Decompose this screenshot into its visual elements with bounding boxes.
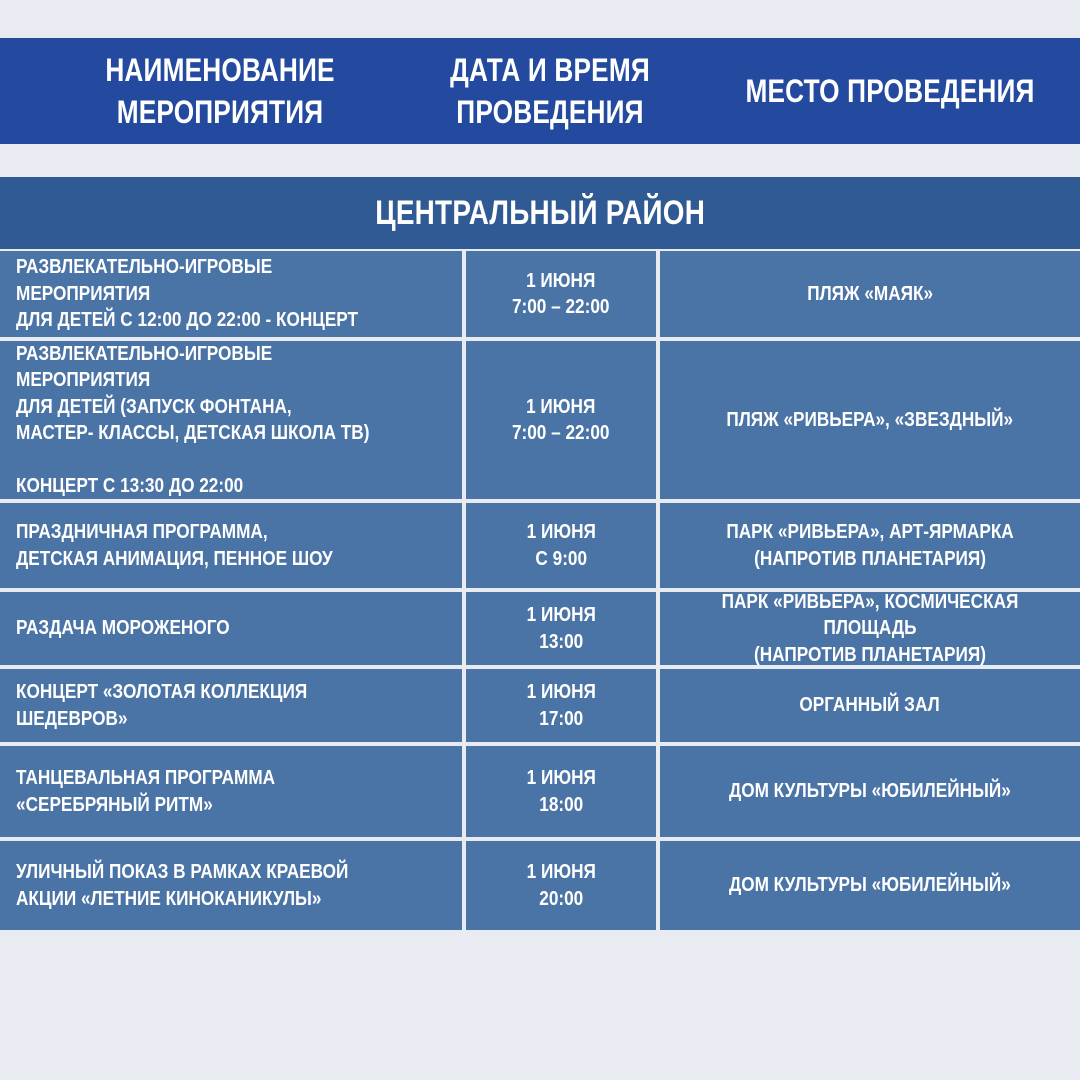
table-row (0, 746, 1080, 837)
event-name: РАЗВЛЕКАТЕЛЬНО-ИГРОВЫЕ МЕРОПРИЯТИЯ ДЛЯ ДЕТЕЙ (ЗАПУСК ФОНТАНА, МАСТЕР- КЛАССЫ, ДЕТСКАЯ ШКОЛА ТВ) КОНЦЕРТ С 13:30 ДО 22:00 (16, 342, 370, 497)
event-date: 1 ИЮНЯ 7:00 – 22:00 (512, 395, 610, 444)
table-row (0, 592, 1080, 665)
event-date: 1 ИЮНЯ 17:00 (526, 681, 596, 730)
event-name-cell (0, 669, 462, 742)
event-date-cell (466, 669, 656, 742)
event-name: РАЗДАЧА МОРОЖЕНОГО (16, 617, 230, 640)
header-date-time: ДАТА И ВРЕМЯ ПРОВЕДЕНИЯ (450, 51, 650, 130)
district-title (0, 177, 1080, 249)
event-place: ПЛЯЖ «РИВЬЕРА», «ЗВЕЗДНЫЙ» (726, 408, 1014, 431)
event-place-cell (660, 251, 1080, 337)
table-row (0, 669, 1080, 742)
event-name-cell (0, 592, 462, 665)
table-row (0, 251, 1080, 337)
event-date-cell (466, 746, 656, 837)
event-place: ОРГАННЫЙ ЗАЛ (799, 694, 941, 717)
event-date: 1 ИЮНЯ С 9:00 (526, 521, 596, 570)
table-row (0, 503, 1080, 588)
event-name: КОНЦЕРТ «ЗОЛОТАЯ КОЛЛЕКЦИЯ ШЕДЕВРОВ» (16, 681, 308, 730)
header-venue: МЕСТО ПРОВЕДЕНИЯ (745, 72, 1035, 109)
event-name: РАЗВЛЕКАТЕЛЬНО-ИГРОВЫЕ МЕРОПРИЯТИЯ ДЛЯ ДЕТЕЙ С 12:00 ДО 22:00 - КОНЦЕРТ (16, 256, 359, 332)
event-place-cell (660, 669, 1080, 742)
event-place: ПЛЯЖ «МАЯК» (807, 282, 933, 305)
event-name: ПРАЗДНИЧНАЯ ПРОГРАММА, ДЕТСКАЯ АНИМАЦИЯ, ПЕННОЕ ШОУ (16, 521, 333, 570)
event-place-cell (660, 341, 1080, 499)
district-title-text: ЦЕНТРАЛЬНЫЙ РАЙОН (375, 193, 705, 232)
event-date-cell (466, 503, 656, 588)
event-date: 1 ИЮНЯ 18:00 (526, 767, 596, 816)
event-date-cell (466, 251, 656, 337)
event-name: УЛИЧНЫЙ ПОКАЗ В РАМКАХ КРАЕВОЙ АКЦИИ «ЛЕТНИЕ КИНОКАНИКУЛЫ» (16, 861, 349, 910)
event-date: 1 ИЮНЯ 13:00 (526, 604, 596, 653)
event-date: 1 ИЮНЯ 20:00 (526, 861, 596, 910)
event-name-cell (0, 746, 462, 837)
event-place-cell (660, 746, 1080, 837)
event-name-cell (0, 341, 462, 499)
event-name-cell (0, 251, 462, 337)
event-date-cell (466, 841, 656, 930)
table-row (0, 341, 1080, 499)
event-place: ДОМ КУЛЬТУРЫ «ЮБИЛЕЙНЫЙ» (729, 780, 1011, 803)
header-event-name: НАИМЕНОВАНИЕ МЕРОПРИЯТИЯ (105, 51, 335, 130)
event-place: ПАРК «РИВЬЕРА», КОСМИЧЕСКАЯ ПЛОЩАДЬ (НАПРОТИВ ПЛАНЕТАРИЯ) (721, 590, 1019, 666)
event-date-cell (466, 341, 656, 499)
event-name-cell (0, 841, 462, 930)
table-header (0, 38, 1080, 144)
event-name-cell (0, 503, 462, 588)
event-name: ТАНЦЕВАЛЬНАЯ ПРОГРАММА «СЕРЕБРЯНЫЙ РИТМ» (16, 767, 276, 816)
table-row (0, 841, 1080, 930)
event-place-cell (660, 503, 1080, 588)
event-place-cell (660, 592, 1080, 665)
event-date: 1 ИЮНЯ 7:00 – 22:00 (512, 269, 610, 318)
event-date-cell (466, 592, 656, 665)
event-place: ПАРК «РИВЬЕРА», АРТ-ЯРМАРКА (НАПРОТИВ ПЛАНЕТАРИЯ) (726, 521, 1014, 570)
event-place-cell (660, 841, 1080, 930)
event-place: ДОМ КУЛЬТУРЫ «ЮБИЛЕЙНЫЙ» (729, 874, 1011, 897)
